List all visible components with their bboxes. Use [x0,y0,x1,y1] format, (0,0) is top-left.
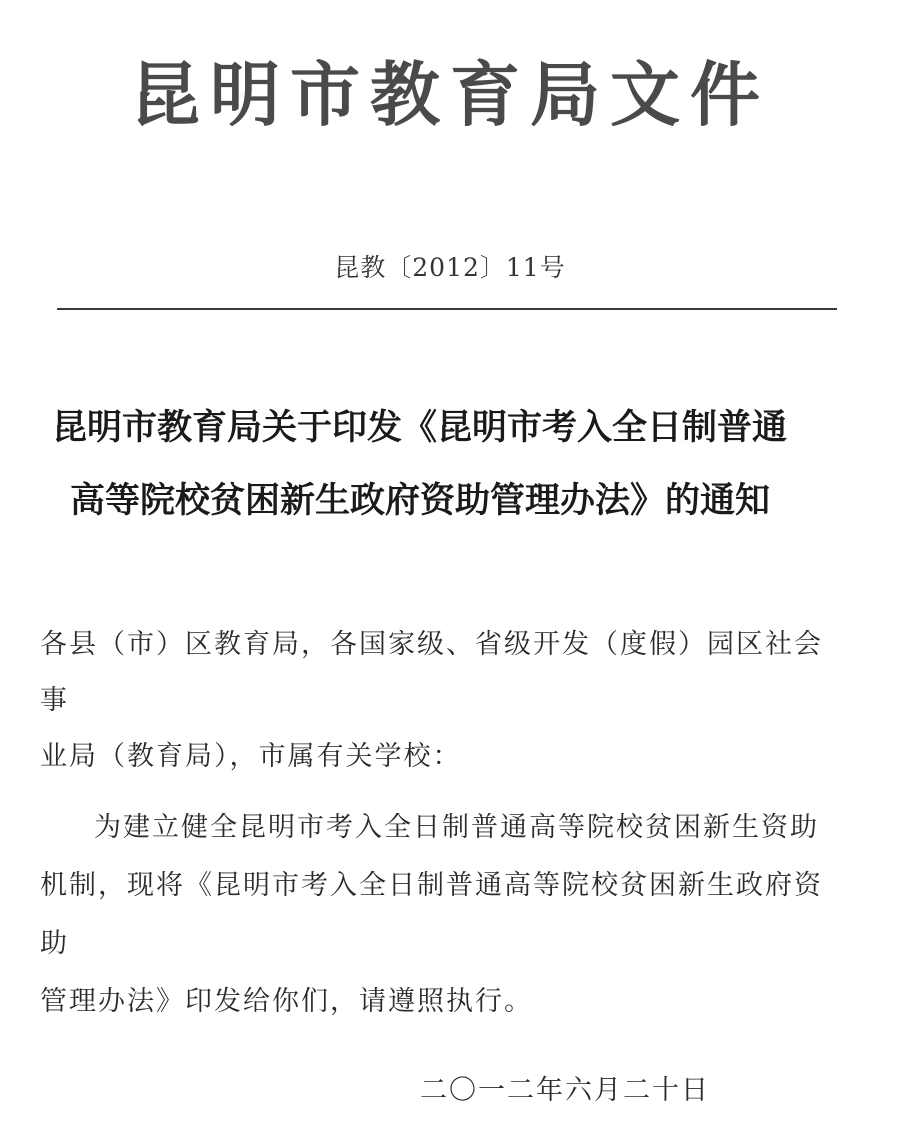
document-header-title: 昆明市教育局文件 [130,54,770,136]
body-paragraph-line-2: 机制，现将《昆明市考入全日制普通高等院校贫困新生政府资助 [40,870,823,959]
document-number: 昆教〔2012〕11号 [334,253,566,282]
addressee-line-1: 各县（市）区教育局，各国家级、省级开发（度假）园区社会事 [40,629,823,716]
issue-date: 二〇一二年六月二十日 [420,1075,710,1106]
body-paragraph-line-1: 为建立健全昆明市考入全日制普通高等院校贫困新生资助 [94,812,819,843]
notice-title-line-1: 昆明市教育局关于印发《昆明市考入全日制普通 [52,408,788,448]
body-paragraph-line-3: 管理办法》印发给你们，请遵照执行。 [40,986,533,1017]
notice-title-line-2: 高等院校贫困新生政府资助管理办法》的通知 [70,481,771,521]
notice-title [40,392,860,538]
addressee-line-2: 业局（教育局），市属有关学校： [40,741,462,772]
header-divider [57,308,837,310]
notice-body [40,617,850,1031]
